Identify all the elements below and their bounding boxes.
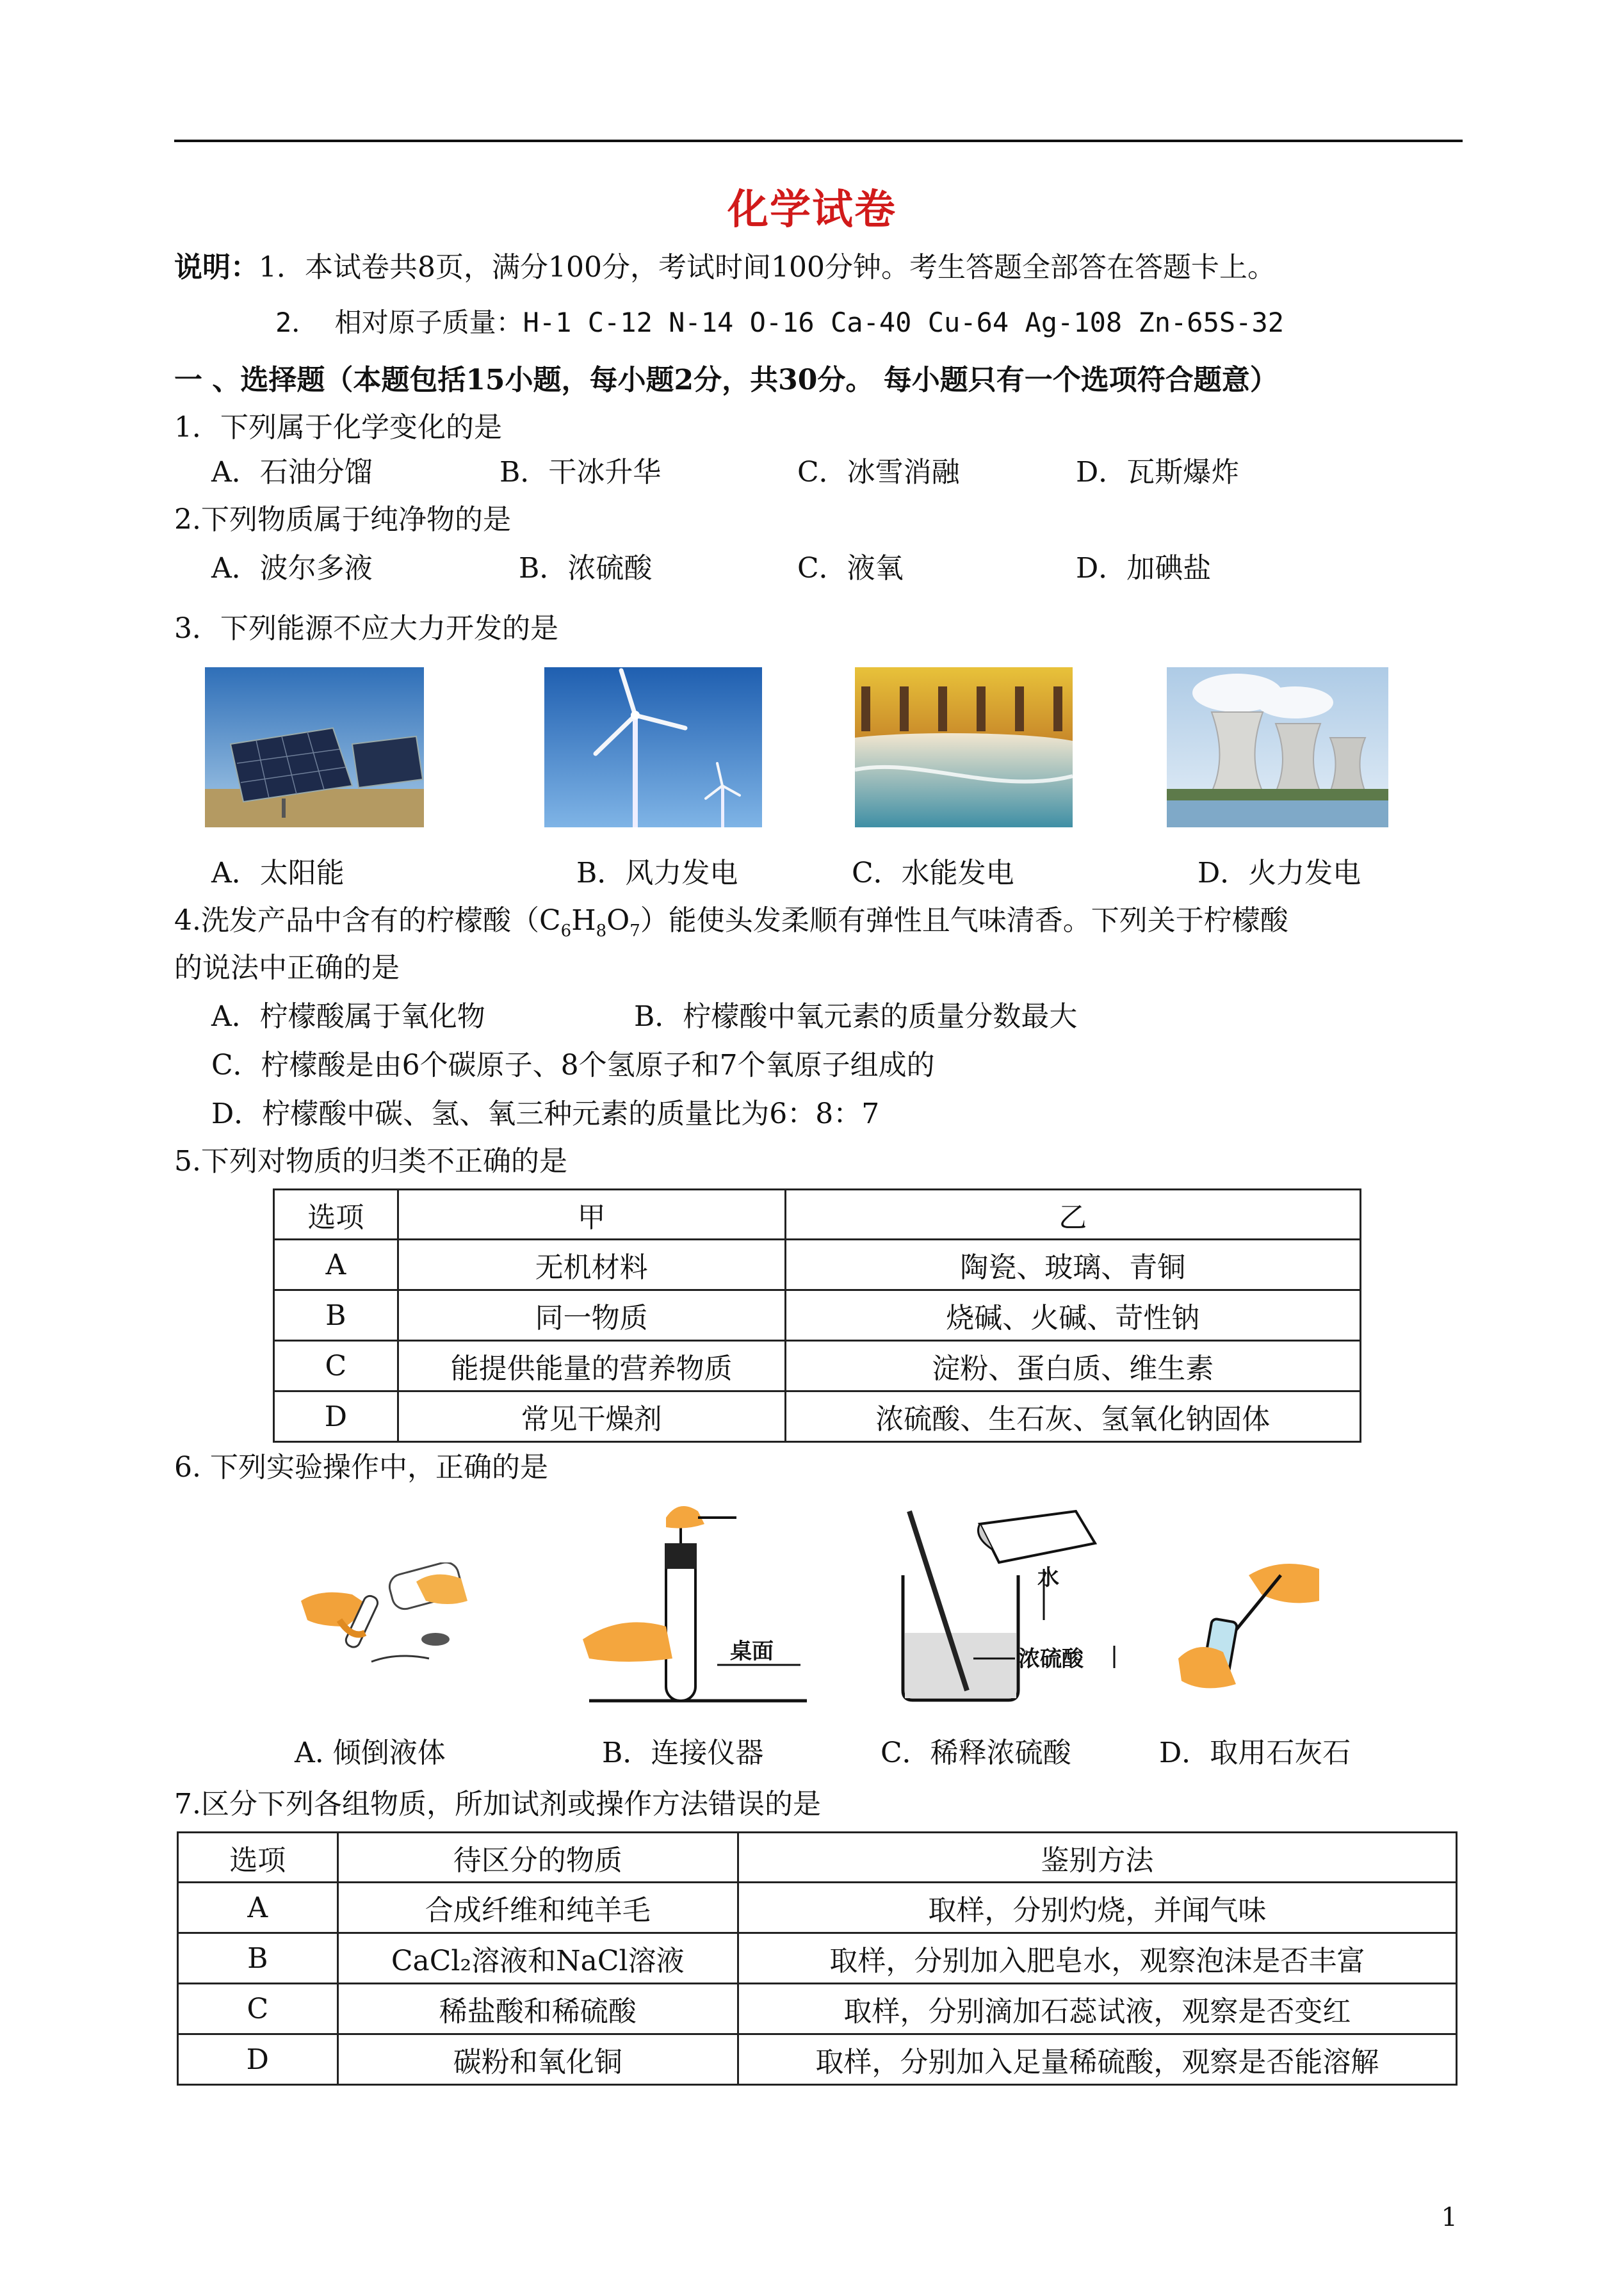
dilute-acid-illustration xyxy=(884,1498,1127,1703)
table-row xyxy=(274,1391,1361,1442)
solar-panels-image xyxy=(205,667,424,827)
q7-stem: 7.区分下列各组物质，所加试剂或操作方法错误的是 xyxy=(174,1788,821,1821)
q3-option-c: C．水能发电 xyxy=(852,857,1014,889)
q5-header-cell: 选项 xyxy=(274,1190,398,1240)
q4-sub-o: 7 xyxy=(629,921,640,941)
page-number: 1 xyxy=(1441,2203,1458,2232)
table-cell: 能提供能量的营养物质 xyxy=(398,1341,785,1391)
table-row xyxy=(274,1290,1361,1341)
q4-option-c: C．柠檬酸是由6个碳原子、8个氢原子和7个氧原子组成的 xyxy=(211,1049,935,1082)
table-row xyxy=(178,1933,1457,1984)
q1-stem: 1．下列属于化学变化的是 xyxy=(174,411,502,444)
q4-stem-end: ）能使头发柔顺有弹性且气味清香。下列关于柠檬酸 xyxy=(640,904,1288,937)
acid-label: 浓硫酸 xyxy=(1018,1647,1084,1671)
q7-header-cell: 选项 xyxy=(178,1833,338,1883)
table-row xyxy=(178,1984,1457,2034)
table-cell: C xyxy=(274,1341,398,1391)
header-rule xyxy=(174,140,1463,142)
table-cell: 稀盐酸和稀硫酸 xyxy=(337,1984,738,2034)
q6-option-d: D．取用石灰石 xyxy=(1159,1737,1351,1769)
q4-option-b: B．柠檬酸中氧元素的质量分数最大 xyxy=(634,1000,1078,1033)
q4-option-a: A．柠檬酸属于氧化物 xyxy=(211,1000,485,1033)
table-cell: 无机材料 xyxy=(398,1240,785,1290)
q3-option-b: B．风力发电 xyxy=(576,857,738,889)
q5-header-cell: 甲 xyxy=(398,1190,785,1240)
pour-liquid-illustration xyxy=(295,1562,487,1671)
water-label: 水 xyxy=(1037,1566,1059,1590)
table-row xyxy=(274,1240,1361,1290)
notes-text1: 1．本试卷共8页，满分100分，考试时间100分钟。考生答题全部答在答题卡上。 xyxy=(259,251,1276,284)
q2-option-d: D．加碘盐 xyxy=(1076,552,1212,585)
table-cell: CaCl₂溶液和NaCl溶液 xyxy=(337,1933,738,1984)
table-row xyxy=(274,1341,1361,1391)
table-cell: 合成纤维和纯羊毛 xyxy=(337,1883,738,1933)
table-cell: B xyxy=(178,1933,338,1984)
q4-stem xyxy=(174,903,1288,949)
table-cell: D xyxy=(274,1391,398,1442)
q1-option-c: C．冰雪消融 xyxy=(797,456,960,489)
desk-label: 桌面 xyxy=(730,1639,774,1664)
q6-option-a: A. 倾倒液体 xyxy=(295,1737,446,1769)
table-row xyxy=(178,1883,1457,1933)
table-cell: 淀粉、蛋白质、维生素 xyxy=(785,1341,1360,1391)
q4-sub-h: 8 xyxy=(596,921,607,941)
table-cell: 浓硫酸、生石灰、氢氧化钠固体 xyxy=(785,1391,1360,1442)
q2-option-b: B．浓硫酸 xyxy=(519,552,653,585)
q6-stem: 6. 下列实验操作中，正确的是 xyxy=(174,1451,548,1484)
q7-header-row xyxy=(178,1833,1457,1883)
hydro-dam-image xyxy=(855,667,1073,827)
section-heading: 一 、选择题（本题包括15小题，每小题2分，共30分。 每小题只有一个选项符合题意） xyxy=(174,364,1278,396)
table-cell: D xyxy=(178,2034,338,2085)
q5-header-cell: 乙 xyxy=(785,1190,1360,1240)
q2-option-c: C．液氧 xyxy=(797,552,904,585)
q5-header-row xyxy=(274,1190,1361,1240)
table-cell: A xyxy=(178,1883,338,1933)
q4-option-d: D．柠檬酸中碳、氢、氧三种元素的质量比为6：8：7 xyxy=(211,1098,880,1130)
table-cell: B xyxy=(274,1290,398,1341)
q1-option-a: A．石油分馏 xyxy=(211,456,373,489)
take-limestone-illustration xyxy=(1172,1550,1326,1697)
q7-header-cell: 待区分的物质 xyxy=(337,1833,738,1883)
q2-option-a: A．波尔多液 xyxy=(211,552,373,585)
table-cell: C xyxy=(178,1984,338,2034)
q1-option-d: D．瓦斯爆炸 xyxy=(1076,456,1240,489)
table-cell: 常见干燥剂 xyxy=(398,1391,785,1442)
q1-option-b: B．干冰升华 xyxy=(499,456,662,489)
table-cell: 取样，分别灼烧，并闻气味 xyxy=(738,1883,1456,1933)
table-row xyxy=(178,2034,1457,2085)
table-cell: 碳粉和氧化铜 xyxy=(337,2034,738,2085)
table-cell: 取样，分别加入足量稀硫酸，观察是否能溶解 xyxy=(738,2034,1456,2085)
q4-stem-line2: 的说法中正确的是 xyxy=(174,952,400,984)
q3-option-a: A．太阳能 xyxy=(211,857,345,889)
table-cell: 取样，分别加入肥皂水，观察泡沫是否丰富 xyxy=(738,1933,1456,1984)
q3-option-d: D．火力发电 xyxy=(1198,857,1361,889)
table-cell: 陶瓷、玻璃、青铜 xyxy=(785,1240,1360,1290)
notes-line1 xyxy=(174,250,1276,286)
cooling-towers-image xyxy=(1167,667,1388,827)
table-cell: 烧碱、火碱、苛性钠 xyxy=(785,1290,1360,1341)
notes-line2: 2． 相对原子质量：H-1 C-12 N-14 O-16 Ca-40 Cu-64 Ag-108 Zn-65S-32 xyxy=(275,307,1285,338)
connect-apparatus-illustration xyxy=(570,1498,813,1710)
q6-option-b: B．连接仪器 xyxy=(602,1737,764,1769)
q4-h: H xyxy=(571,904,596,937)
q5-table xyxy=(273,1188,1361,1443)
q5-stem: 5.下列对物质的归类不正确的是 xyxy=(174,1145,567,1178)
q4-stem-start: 4.洗发产品中含有的柠檬酸（C xyxy=(174,904,561,937)
notes-label: 说明： xyxy=(174,251,259,284)
wind-turbines-image xyxy=(544,667,762,827)
q4-sub-c: 6 xyxy=(560,921,572,941)
q7-table xyxy=(177,1831,1458,2086)
q4-o: O xyxy=(606,904,630,937)
table-cell: 同一物质 xyxy=(398,1290,785,1341)
q3-stem: 3．下列能源不应大力开发的是 xyxy=(174,612,558,645)
page-title: 化学试卷 xyxy=(727,186,897,234)
table-cell: A xyxy=(274,1240,398,1290)
q6-option-c: C．稀释浓硫酸 xyxy=(881,1737,1071,1769)
q2-stem: 2.下列物质属于纯净物的是 xyxy=(174,503,511,536)
q7-header-cell: 鉴别方法 xyxy=(738,1833,1456,1883)
table-cell: 取样，分别滴加石蕊试液，观察是否变红 xyxy=(738,1984,1456,2034)
